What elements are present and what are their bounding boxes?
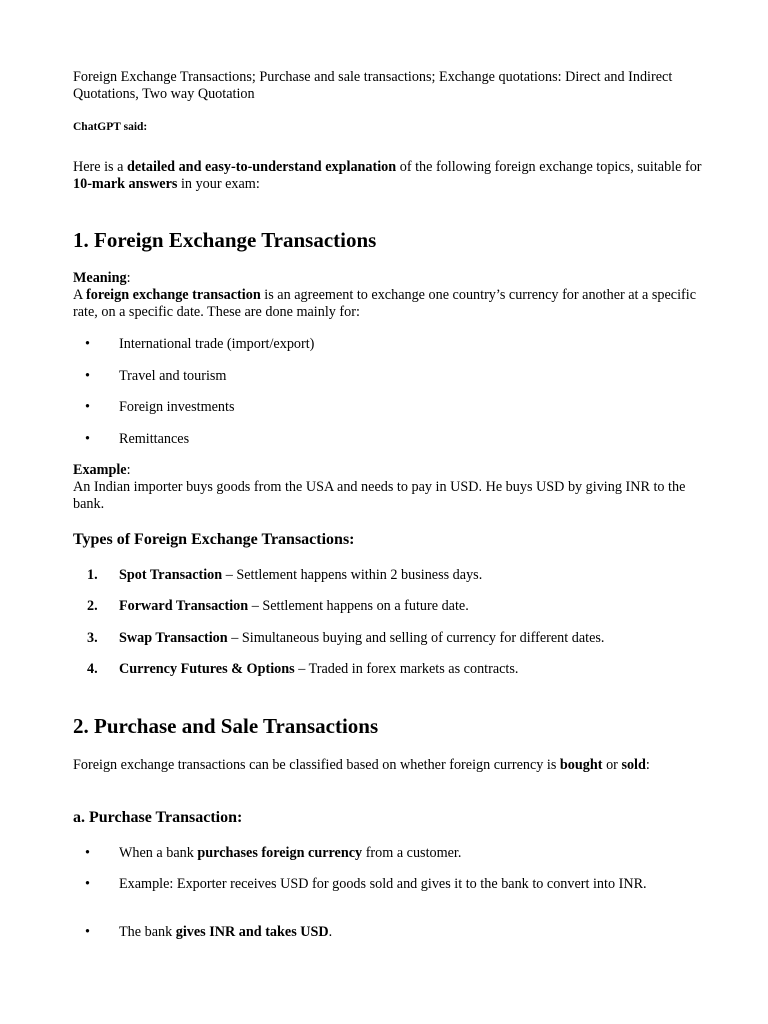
lead-bold: 10-mark answers bbox=[73, 176, 178, 192]
example-text: An Indian importer buys goods from the USA and needs to pay in USD. He buys USD by giving INR to the bank. bbox=[73, 479, 686, 512]
lead-paragraph bbox=[73, 159, 703, 193]
bullet-icon: • bbox=[85, 431, 90, 447]
section2-text: or bbox=[602, 757, 622, 773]
list-item-text bbox=[119, 924, 699, 941]
example-colon: : bbox=[126, 462, 131, 478]
section2-text: : bbox=[645, 757, 650, 773]
list-item-bold: gives INR and takes USD bbox=[175, 924, 329, 940]
list-number: 4. bbox=[87, 661, 98, 677]
list-number: 2. bbox=[87, 598, 98, 614]
meaning-label: Meaning bbox=[73, 270, 127, 286]
lead-text: Here is a bbox=[73, 159, 127, 175]
list-item-term: Swap Transaction bbox=[119, 630, 228, 646]
list-item-term: Spot Transaction bbox=[119, 567, 223, 583]
meaning-paragraph bbox=[73, 270, 703, 321]
bullet-icon: • bbox=[85, 845, 90, 861]
bullet-icon: • bbox=[85, 924, 90, 940]
list-item-term: Forward Transaction bbox=[119, 598, 249, 614]
purchase-heading: a. Purchase Transaction: bbox=[73, 809, 243, 826]
meaning-text: is an agreement to exchange one country’s currency for another at a specific rate, on a specific date. These are done mainly for: bbox=[73, 287, 696, 320]
list-item-part: When a bank bbox=[119, 845, 198, 861]
list-number: 3. bbox=[87, 630, 98, 646]
types-heading: Types of Foreign Exchange Transactions: bbox=[73, 531, 355, 548]
list-item-text: Foreign investments bbox=[119, 399, 235, 415]
list-item-text: Remittances bbox=[119, 431, 190, 447]
meaning-text: A bbox=[73, 287, 87, 303]
lead-text: of the following foreign exchange topics, suitable for bbox=[396, 159, 702, 175]
list-number: 1. bbox=[87, 567, 98, 583]
lead-bold: detailed and easy-to-understand explanation bbox=[126, 159, 397, 175]
list-item-desc: – Settlement happens within 2 business days. bbox=[222, 567, 483, 583]
section2-bold: bought bbox=[559, 757, 603, 773]
list-item-text: Travel and tourism bbox=[119, 368, 227, 384]
list-item-term: Currency Futures & Options bbox=[119, 661, 295, 677]
section2-paragraph bbox=[73, 757, 650, 774]
section1-heading: 1. Foreign Exchange Transactions bbox=[73, 228, 377, 252]
section2-bold: sold bbox=[621, 757, 646, 773]
list-item-part: . bbox=[328, 924, 333, 940]
list-item-text bbox=[119, 630, 699, 647]
meaning-colon: : bbox=[126, 270, 131, 286]
list-item-text: International trade (import/export) bbox=[119, 336, 315, 352]
list-item-bold: purchases foreign currency bbox=[197, 845, 363, 861]
list-item-desc: – Settlement happens on a future date. bbox=[248, 598, 469, 614]
list-item-desc: – Traded in forex markets as contracts. bbox=[294, 661, 519, 677]
intro-line: Foreign Exchange Transactions; Purchase and sale transactions; Exchange quotations: Direct and Indirect Quotations, Two way Quotation bbox=[73, 69, 673, 102]
chatgpt-label: ChatGPT said: bbox=[73, 121, 148, 133]
list-item-text bbox=[119, 567, 699, 584]
example-paragraph bbox=[73, 462, 703, 513]
bullet-icon: • bbox=[85, 368, 90, 384]
section2-heading: 2. Purchase and Sale Transactions bbox=[73, 714, 379, 738]
list-item-text: Example: Exporter receives USD for goods sold and gives it to the bank to convert into INR. bbox=[119, 876, 647, 892]
bullet-icon: • bbox=[85, 399, 90, 415]
meaning-bold: foreign exchange transaction bbox=[86, 287, 261, 303]
section2-text: Foreign exchange transactions can be classified based on whether foreign currency is bbox=[73, 757, 560, 773]
bullet-icon: • bbox=[85, 336, 90, 352]
example-label: Example bbox=[73, 462, 127, 478]
list-item-text bbox=[119, 598, 699, 615]
bullet-icon: • bbox=[85, 876, 90, 892]
list-item-text bbox=[119, 845, 699, 862]
lead-text: in your exam: bbox=[177, 176, 260, 192]
list-item-part: from a customer. bbox=[362, 845, 462, 861]
list-item-part: The bank bbox=[119, 924, 176, 940]
list-item-text bbox=[119, 661, 699, 678]
list-item-desc: – Simultaneous buying and selling of currency for different dates. bbox=[227, 630, 605, 646]
